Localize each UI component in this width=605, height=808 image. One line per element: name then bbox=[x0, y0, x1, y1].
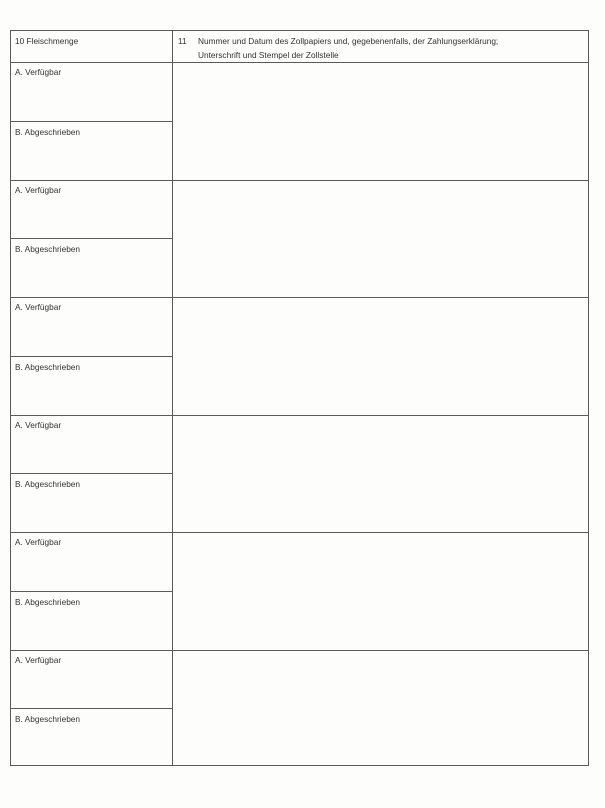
field-written-off-label: B. Abgeschrieben bbox=[15, 126, 81, 137]
box-11-label-line1: Nummer und Datum des Zollpapiers und, gegebenenfalls, der Zahlungserklärung; bbox=[198, 36, 499, 46]
field-written-off-label: B. Abgeschrieben bbox=[15, 596, 81, 607]
row-split-divider bbox=[11, 708, 172, 709]
customs-form-table bbox=[10, 30, 589, 766]
box-11-label-line2: Unterschrift und Stempel der Zollstelle bbox=[198, 50, 339, 60]
row-split-divider bbox=[11, 121, 172, 122]
customs-entry-field[interactable] bbox=[173, 533, 588, 650]
customs-entry-field[interactable] bbox=[173, 181, 588, 298]
customs-entry-field[interactable] bbox=[173, 298, 588, 415]
row-split-divider bbox=[11, 591, 172, 592]
field-available-label: A. Verfügbar bbox=[15, 302, 62, 312]
field-available-label: A. Verfügbar bbox=[15, 419, 62, 430]
row-split-divider bbox=[11, 473, 172, 474]
field-available-label: A. Verfügbar bbox=[15, 537, 62, 547]
field-available-label: A. Verfügbar bbox=[15, 184, 62, 195]
customs-entry-field[interactable] bbox=[173, 651, 588, 768]
box-10-label: 10 Fleischmenge bbox=[15, 36, 79, 46]
field-written-off-label: B. Abgeschrieben bbox=[15, 714, 81, 724]
field-available-label: A. Verfügbar bbox=[15, 654, 62, 665]
row-split-divider bbox=[11, 356, 172, 357]
row-split-divider bbox=[11, 238, 172, 239]
customs-entry-field[interactable] bbox=[173, 416, 588, 533]
box-11-number: 11 bbox=[178, 36, 187, 46]
field-written-off-label: B. Abgeschrieben bbox=[15, 479, 81, 489]
field-written-off-label: B. Abgeschrieben bbox=[15, 361, 81, 372]
customs-entry-field[interactable] bbox=[173, 63, 588, 180]
field-written-off-label: B. Abgeschrieben bbox=[15, 244, 81, 254]
field-available-label: A. Verfügbar bbox=[15, 67, 62, 77]
